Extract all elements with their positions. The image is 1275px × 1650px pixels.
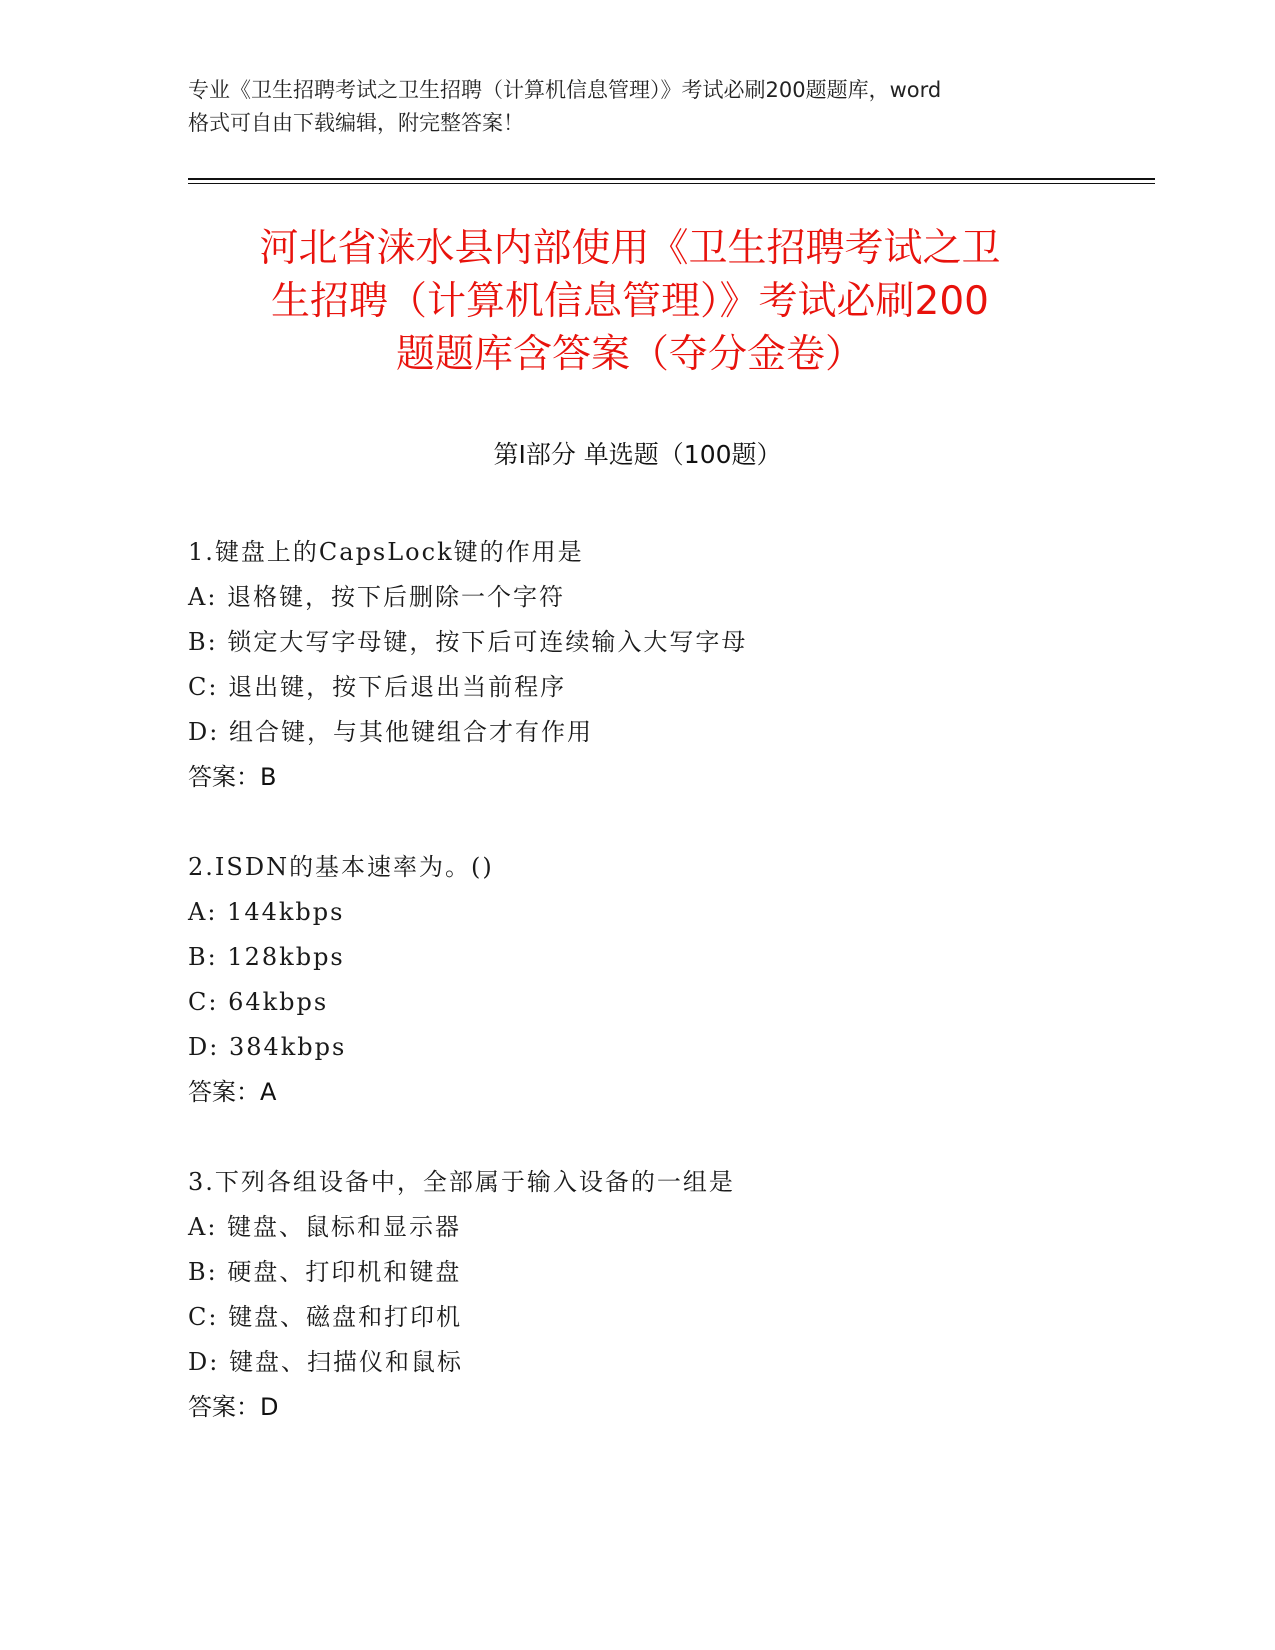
option-d: D: 组合键，与其他键组合才有作用 bbox=[188, 718, 593, 746]
answer: 答案：B bbox=[188, 763, 277, 791]
option-a: A: 退格键，按下后删除一个字符 bbox=[188, 583, 566, 611]
document-title-line-3: 题题库含答案（夺分金卷） bbox=[395, 332, 864, 377]
option-d: D: 键盘、扫描仪和鼠标 bbox=[188, 1348, 463, 1376]
option-d: D: 384kbps bbox=[188, 1033, 347, 1061]
header-note-line-2: 格式可自由下载编辑，附完整答案！ bbox=[188, 111, 524, 135]
option-a: A: 144kbps bbox=[188, 898, 345, 926]
document-title-line-2: 生招聘（计算机信息管理）》考试必刷200 bbox=[271, 279, 989, 324]
question-list bbox=[188, 530, 1138, 1475]
header-note-line-1: 专业《卫生招聘考试之卫生招聘（计算机信息管理）》考试必刷200题题库，word bbox=[188, 78, 942, 102]
option-c: C: 退出键，按下后退出当前程序 bbox=[188, 673, 567, 701]
document-title bbox=[190, 222, 1070, 381]
section-title: 第Ⅰ部分 单选题（100题） bbox=[493, 440, 782, 469]
question-1 bbox=[188, 530, 1138, 800]
question-3 bbox=[188, 1160, 1138, 1430]
question-stem: 3.下列各组设备中，全部属于输入设备的一组是 bbox=[188, 1168, 735, 1196]
answer: 答案：A bbox=[188, 1078, 277, 1106]
option-c: C: 键盘、磁盘和打印机 bbox=[188, 1303, 463, 1331]
option-b: B: 锁定大写字母键，按下后可连续输入大写字母 bbox=[188, 628, 748, 656]
option-a: A: 键盘、鼠标和显示器 bbox=[188, 1213, 462, 1241]
option-b: B: 128kbps bbox=[188, 943, 345, 971]
header-rule-thin bbox=[188, 183, 1155, 184]
header-rule-thick bbox=[188, 178, 1155, 180]
answer: 答案：D bbox=[188, 1393, 279, 1421]
question-stem: 1.键盘上的CapsLock键的作用是 bbox=[188, 538, 584, 566]
option-b: B: 硬盘、打印机和键盘 bbox=[188, 1258, 462, 1286]
document-title-line-1: 河北省涞水县内部使用《卫生招聘考试之卫 bbox=[259, 226, 1001, 271]
option-c: C: 64kbps bbox=[188, 988, 329, 1016]
question-2 bbox=[188, 845, 1138, 1115]
question-stem: 2.ISDN的基本速率为。() bbox=[188, 853, 494, 881]
header-note bbox=[188, 74, 1088, 140]
